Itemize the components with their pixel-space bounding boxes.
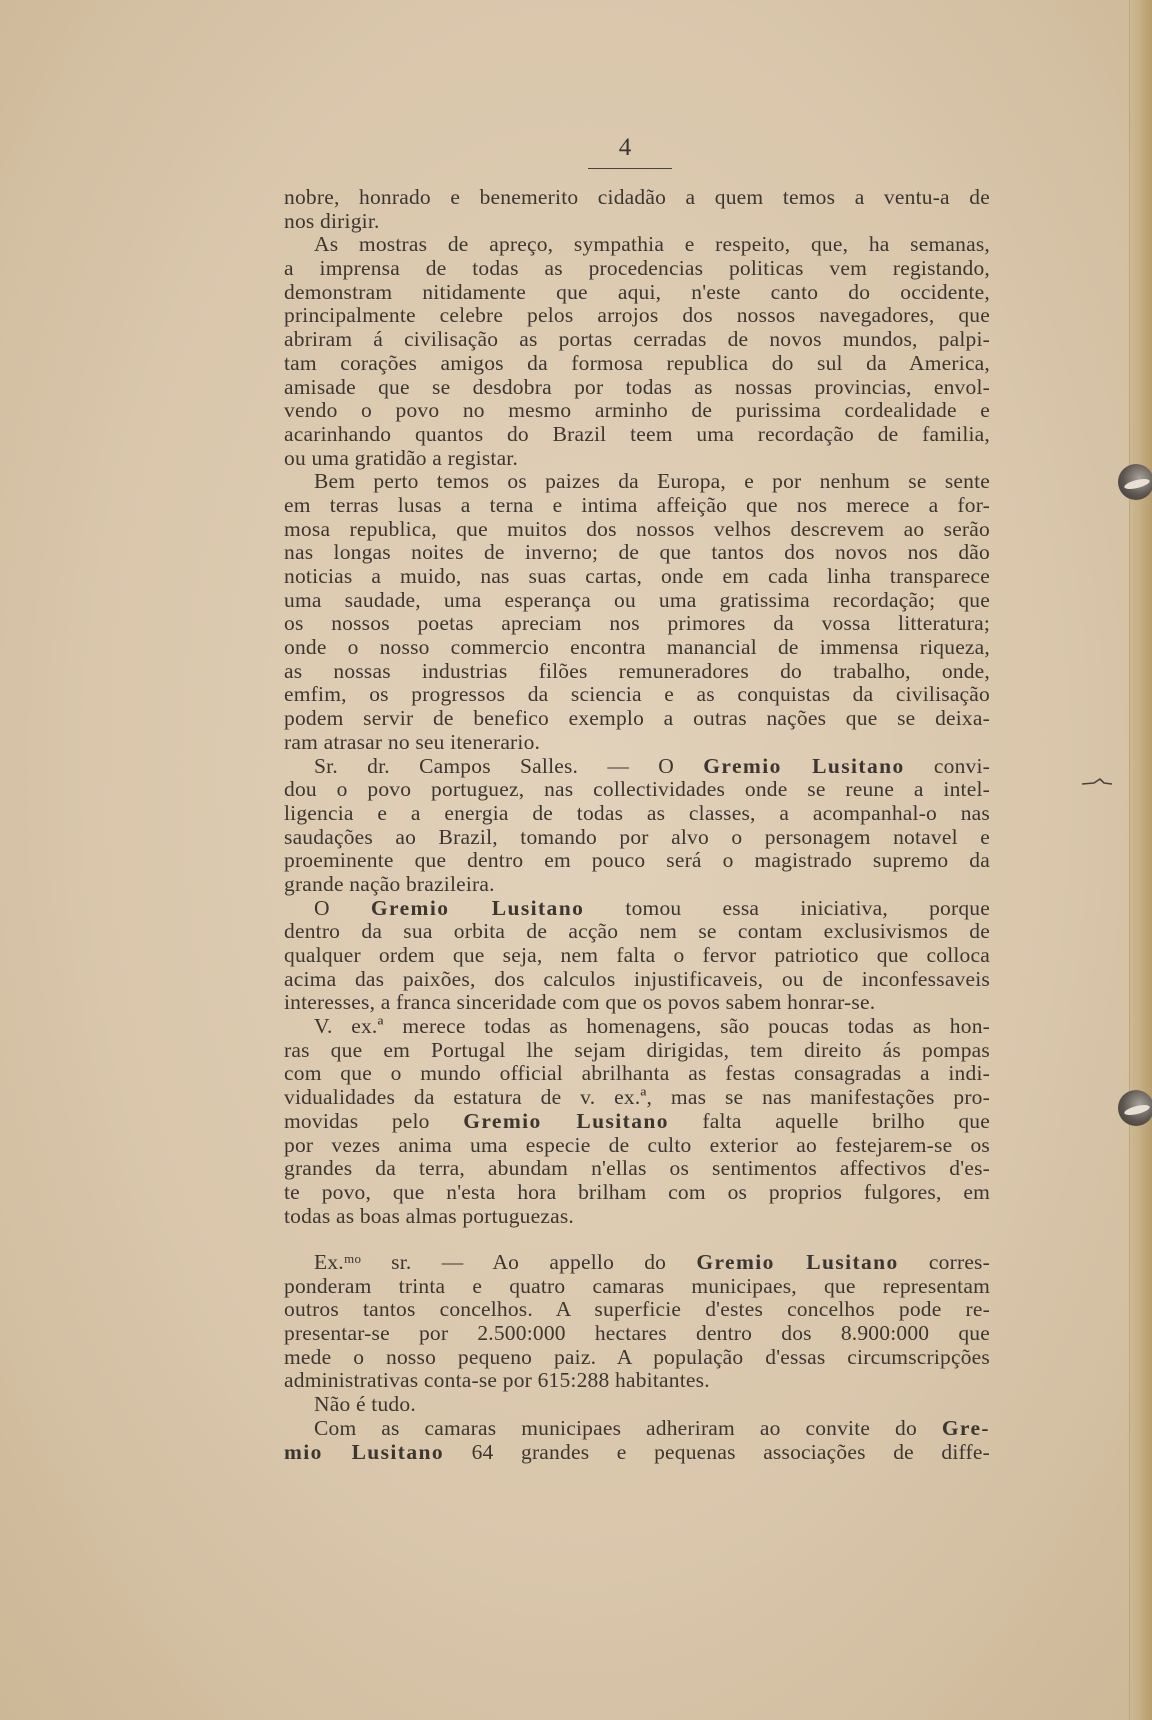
text-line: por vezes anima uma especie de culto exterior ao festejarem-se os	[284, 1132, 990, 1157]
text-line: ram atrasar no seu itenerario.	[284, 729, 541, 754]
text-line: todas as boas almas portuguezas.	[284, 1203, 575, 1228]
text-line: em terras lusas a terna e intima affeição que nos merece a for-	[284, 492, 990, 517]
text-line: nobre, honrado e benemerito cidadão a quem temos a ventu-a de	[284, 185, 990, 209]
text-line: podem servir de benefico exemplo a outras nações que se deixa-	[284, 706, 990, 731]
text-line: dou o povo portuguez, nas collectividades onde se reune a intel-	[284, 777, 990, 802]
text-line: Ex.ᵐᵒ sr. — Ao appello do Gremio Lusitano corres-	[314, 1250, 990, 1274]
text-line: nas longas noites de inverno; de que tantos dos novos nos dão	[284, 540, 990, 565]
text-line: interesses, a franca sinceridade com que os povos sabem honrar-se.	[284, 990, 876, 1015]
text-line: saudações ao Brazil, tomando por alvo o personagem notavel e	[284, 824, 990, 849]
margin-ornament-icon	[1112, 1086, 1152, 1132]
text-line: uma saudade, uma esperança ou uma gratissima recordação; que	[284, 587, 990, 612]
paragraph-intro	[284, 186, 990, 470]
text-line: grande nação brazileira.	[284, 871, 495, 896]
text-line: ponderam trinta e quatro camaras municipaes, que representam	[284, 1273, 990, 1298]
text-line: te povo, que n'esta hora brilham com os proprios fulgores, em	[284, 1179, 990, 1204]
paragraph-iniciativa	[284, 897, 990, 1015]
margin-mark-icon	[1080, 776, 1114, 790]
paragraph-associacoes	[284, 1417, 990, 1464]
body-text-lower	[284, 1251, 990, 1464]
text-line: Não é tudo.	[314, 1392, 416, 1417]
text-line: grandes da terra, abundam n'ellas os sentimentos affectivos d'es-	[284, 1156, 990, 1181]
paragraph-nao-e-tudo	[284, 1393, 990, 1417]
text-line: abriram á civilisação as portas cerradas de novos mundos, palpi-	[284, 327, 990, 352]
text-line: qualquer ordem que seja, nem falta o fervor patriotico que colloca	[284, 943, 990, 967]
gremio-lusitano-name: mio Lusitano	[284, 1439, 445, 1464]
margin-ornament-icon	[1112, 460, 1152, 506]
text-line: a imprensa de todas as procedencias politicas vem registando,	[284, 256, 990, 281]
text-line: amisade que se desdobra por todas as nossas provincias, envol-	[284, 374, 990, 399]
text-line: os nossos poetas apreciam nos primores da vossa litteratura;	[284, 611, 990, 636]
text-line: proeminente que dentro em pouco será o magistrado supremo da	[284, 848, 990, 873]
body-text-upper	[284, 186, 990, 1228]
text-line: dentro da sua orbita de acção nem se contam exclusivismos de	[284, 919, 990, 944]
text-line: vendo o povo no mesmo arminho de purissima cordealidade e	[284, 398, 990, 423]
text-line: V. ex.ª merece todas as homenagens, são poucas todas as hon-	[314, 1014, 990, 1039]
gremio-lusitano-name: Gre-	[941, 1415, 990, 1440]
page-edge	[1129, 0, 1152, 1720]
gremio-lusitano-name: Gremio Lusitano	[370, 895, 585, 920]
paragraph-campos-salles	[284, 755, 990, 897]
text-line: ligencia e a energia de todas as classes, a acompanhal-o nas	[284, 800, 990, 825]
text-line: ou uma gratidão a registar.	[284, 445, 519, 470]
gremio-lusitano-name: Gremio Lusitano	[703, 753, 905, 778]
paragraph-camaras	[284, 1251, 990, 1393]
text-line: acima das paixões, dos calculos injustificaveis, ou de inconfessaveis	[284, 966, 990, 991]
text-line: demonstram nitidamente que aqui, n'este canto do occidente,	[284, 279, 990, 304]
text-line: O Gremio Lusitano tomou essa iniciativa, porque	[314, 895, 990, 920]
text-line: Bem perto temos os paizes da Europa, e por nenhum se sente	[314, 469, 990, 494]
text-line: onde o nosso commercio encontra manancial de immensa riqueza,	[284, 635, 990, 660]
text-line: administrativas conta-se por 615:288 habitantes.	[284, 1368, 710, 1393]
text-line: com que o mundo official abrilhanta as festas consagradas a indi-	[284, 1061, 990, 1086]
text-line: Sr. dr. Campos Salles. — O Gremio Lusitano convi-	[314, 753, 991, 778]
text-line: vidualidades da estatura de v. ex.ª, mas se nas manifestações pro-	[284, 1085, 990, 1110]
page-number-rule	[588, 168, 672, 169]
text-line: nos dirigir.	[284, 208, 380, 233]
paragraph-europa	[284, 470, 990, 754]
text-line: As mostras de apreço, sympathia e respeito, que, ha semanas,	[314, 232, 990, 257]
text-line: mio Lusitano 64 grandes e pequenas associações de diffe-	[284, 1439, 990, 1464]
text-line: emfim, os progressos da sciencia e as conquistas da civilisação	[284, 682, 990, 707]
page-number: 4	[618, 134, 632, 161]
text-line: tam corações amigos da formosa republica do sul da America,	[284, 350, 990, 375]
text-line: presentar-se por 2.500:000 hectares dentro dos 8.900:000 que	[284, 1321, 990, 1346]
text-line: outros tantos concelhos. A superficie d'estes concelhos pode re-	[284, 1297, 990, 1322]
text-line: mede o nosso pequeno paiz. A população d'essas circumscripções	[284, 1344, 990, 1369]
text-line: ras que em Portugal lhe sejam dirigidas, tem direito ás pompas	[284, 1037, 990, 1062]
gremio-lusitano-name: Gremio Lusitano	[463, 1108, 669, 1133]
text-line: Com as camaras municipaes adheriram ao convite do Gre-	[314, 1415, 990, 1440]
gremio-lusitano-name: Gremio Lusitano	[696, 1250, 899, 1274]
text-line: mosa republica, que muitos dos nossos velhos descrevem ao serão	[284, 516, 990, 541]
text-line: principalmente celebre pelos arrojos dos nossos navegadores, que	[284, 303, 990, 328]
paragraph-homenagens	[284, 1015, 990, 1228]
text-line: acarinhando quantos do Brazil teem uma recordação de familia,	[284, 421, 990, 446]
text-line: movidas pelo Gremio Lusitano falta aquelle brilho que	[284, 1108, 990, 1133]
text-line: as nossas industrias filões remuneradores do trabalho, onde,	[284, 658, 990, 683]
text-line: noticias a muido, nas suas cartas, onde em cada linha transparece	[284, 564, 990, 588]
